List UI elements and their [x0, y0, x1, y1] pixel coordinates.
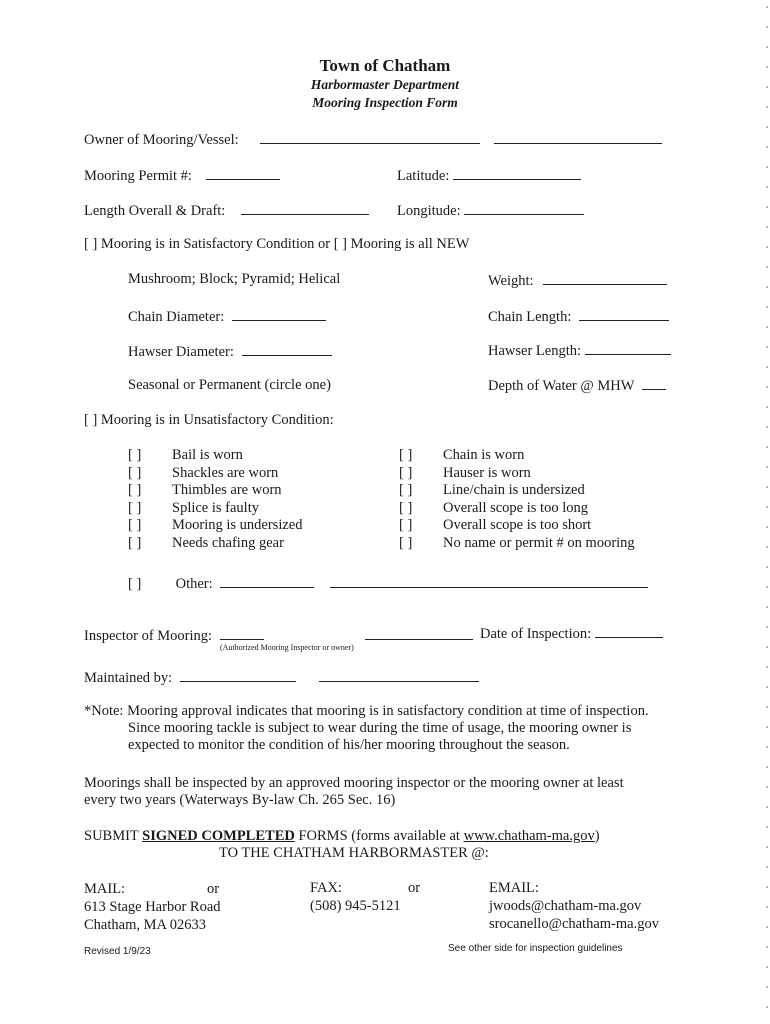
checkbox[interactable]: [ ] — [128, 464, 142, 481]
checkbox[interactable]: [ ] — [399, 517, 413, 533]
checklist-item[interactable] — [399, 517, 635, 535]
other-line[interactable] — [220, 574, 314, 588]
maintained-line[interactable] — [180, 668, 296, 682]
or-separator-1: or — [207, 881, 220, 897]
chain-diameter-field — [128, 307, 326, 326]
checkbox[interactable]: [ ] — [128, 482, 142, 498]
checkbox[interactable]: [ ] — [128, 517, 142, 533]
permit-line[interactable] — [206, 166, 280, 180]
permit-field — [84, 166, 280, 185]
checklist-item-label: No name or permit # on mooring — [443, 534, 635, 551]
inspector-line-2[interactable] — [365, 626, 473, 640]
hawser-length-line[interactable] — [585, 341, 671, 355]
email-2[interactable]: srocanello@chatham-ma.gov — [489, 916, 659, 932]
submit-suffix: ) — [594, 828, 600, 844]
chain-length-line[interactable] — [579, 307, 669, 321]
checklist-item[interactable] — [399, 465, 635, 483]
scan-edge-artifact — [766, 0, 768, 1024]
submit-instructions — [84, 828, 600, 845]
latitude-line[interactable] — [453, 166, 581, 180]
hawser-diameter-label: Hawser Diameter: — [128, 344, 234, 360]
permit-label: Mooring Permit #: — [84, 168, 192, 184]
latitude-label: Latitude: — [397, 168, 450, 184]
bylaw-line-2: every two years (Waterways By-law Ch. 265 Sec. 16) — [84, 792, 396, 808]
depth-field — [488, 376, 666, 395]
or-separator-2: or — [408, 880, 421, 896]
revised-date: Revised 1/9/23 — [84, 946, 151, 957]
hawser-diameter-field — [128, 342, 332, 361]
length-label: Length Overall & Draft: — [84, 203, 226, 219]
checklist-item[interactable] — [128, 535, 302, 553]
depth-line[interactable] — [642, 376, 666, 390]
bylaw-line-1: Moorings shall be inspected by an approved mooring inspector or the mooring owner at least — [84, 775, 624, 791]
weight-field — [488, 271, 667, 290]
see-other-side: See other side for inspection guidelines — [448, 943, 623, 954]
hawser-length-label: Hawser Length: — [488, 343, 582, 359]
checklist-item-label: Overall scope is too short — [443, 517, 592, 533]
checklist-item[interactable] — [128, 482, 302, 500]
length-field — [84, 201, 369, 220]
checklist-item-label: Overall scope is too long — [443, 499, 588, 516]
checkbox[interactable]: [ ] — [399, 447, 413, 463]
note-line-2: Since mooring tackle is subject to wear during the time of usage, the mooring owner is — [128, 720, 632, 736]
inspection-date-field — [480, 624, 663, 643]
length-line[interactable] — [241, 201, 369, 215]
checklist-item[interactable] — [399, 447, 635, 465]
checklist-item-label: Thimbles are worn — [172, 482, 282, 498]
inspector-hint: (Authorized Mooring Inspector or owner) — [220, 643, 354, 652]
mail-address-1: 613 Stage Harbor Road — [84, 899, 221, 915]
longitude-field — [397, 201, 584, 220]
mail-label: MAIL: — [84, 881, 126, 897]
owner-field — [84, 130, 662, 149]
owner-line-2[interactable] — [494, 130, 662, 144]
checkbox[interactable]: [ ] — [399, 534, 413, 551]
weight-line[interactable] — [543, 271, 667, 285]
longitude-label: Longitude: — [397, 203, 461, 219]
longitude-line[interactable] — [464, 201, 584, 215]
satisfactory-option[interactable]: [ ] Mooring is in Satisfactory Condition or [ ] Mooring is all NEW — [84, 236, 470, 252]
email-1[interactable]: jwoods@chatham-ma.gov — [489, 898, 642, 914]
seasonal-permanent[interactable]: Seasonal or Permanent (circle one) — [128, 377, 331, 393]
maintained-field — [84, 668, 479, 687]
hawser-length-field — [488, 341, 671, 360]
inspection-date-line[interactable] — [595, 624, 663, 638]
depth-label: Depth of Water @ MHW — [488, 378, 635, 394]
submit-recipient: TO THE CHATHAM HARBORMASTER @: — [219, 845, 489, 861]
other-checkbox[interactable]: [ ] — [128, 576, 142, 592]
email-label: EMAIL: — [489, 880, 539, 896]
checklist-item[interactable] — [399, 535, 635, 553]
checklist-item[interactable] — [399, 500, 635, 518]
website-link[interactable]: www.chatham-ma.gov — [463, 828, 595, 844]
checklist-item[interactable] — [128, 500, 302, 518]
other-label: Other: — [175, 576, 213, 592]
maintained-label: Maintained by: — [84, 670, 173, 686]
checkbox[interactable]: [ ] — [128, 534, 142, 551]
checklist-item-label: Chain is worn — [443, 447, 525, 463]
checklist-item-label: Shackles are worn — [172, 464, 279, 481]
checklist-item[interactable] — [399, 482, 635, 500]
chain-diameter-label: Chain Diameter: — [128, 309, 225, 325]
inspector-line[interactable] — [220, 626, 264, 640]
maintained-line-2[interactable] — [319, 668, 479, 682]
inspector-label: Inspector of Mooring: — [84, 628, 213, 644]
checkbox[interactable]: [ ] — [399, 464, 413, 481]
checklist-right — [399, 447, 635, 552]
weight-label: Weight: — [488, 273, 534, 289]
anchor-types: Mushroom; Block; Pyramid; Helical — [128, 271, 341, 287]
submit-middle: FORMS (forms available at — [298, 828, 460, 844]
checklist-item[interactable] — [128, 447, 302, 465]
checklist-item-label: Bail is worn — [172, 447, 243, 463]
checklist-item-label: Splice is faulty — [172, 499, 259, 516]
checklist-item-label: Needs chafing gear — [172, 534, 284, 551]
form-name: Mooring Inspection Form — [312, 95, 458, 110]
note-line-1: *Note: Mooring approval indicates that mooring is in satisfactory condition at time of inspection. — [84, 703, 649, 719]
submit-emphasis: SIGNED COMPLETED — [142, 828, 295, 844]
fax-number: (508) 945-5121 — [310, 898, 401, 914]
note-line-3: expected to monitor the condition of his/her mooring throughout the season. — [128, 737, 570, 753]
mail-address-2: Chatham, MA 02633 — [84, 917, 207, 933]
checklist-item-label: Line/chain is undersized — [443, 482, 585, 498]
owner-label: Owner of Mooring/Vessel: — [84, 132, 239, 148]
hawser-diameter-line[interactable] — [242, 342, 332, 356]
fax-label: FAX: — [310, 880, 342, 896]
checklist-item[interactable] — [128, 465, 302, 483]
unsatisfactory-option[interactable]: [ ] Mooring is in Unsatisfactory Condition: — [84, 412, 334, 428]
chain-length-label: Chain Length: — [488, 309, 572, 325]
checkbox[interactable]: [ ] — [128, 447, 142, 463]
chain-diameter-line[interactable] — [232, 307, 326, 321]
other-field — [128, 574, 648, 593]
checkbox[interactable]: [ ] — [128, 499, 142, 516]
department-name: Harbormaster Department — [310, 77, 460, 92]
other-line-2[interactable] — [330, 574, 648, 588]
form-title: Town of Chatham — [319, 56, 451, 75]
submit-prefix: SUBMIT — [84, 828, 139, 844]
checkbox[interactable]: [ ] — [399, 499, 413, 516]
chain-length-field — [488, 307, 669, 326]
checklist-item-label: Hauser is worn — [443, 464, 531, 481]
checkbox[interactable]: [ ] — [399, 482, 413, 498]
checklist-left — [128, 447, 302, 552]
latitude-field — [397, 166, 581, 185]
owner-line[interactable] — [260, 130, 480, 144]
inspection-date-label: Date of Inspection: — [480, 626, 592, 642]
checklist-item[interactable] — [128, 517, 302, 535]
checklist-item-label: Mooring is undersized — [172, 517, 303, 533]
